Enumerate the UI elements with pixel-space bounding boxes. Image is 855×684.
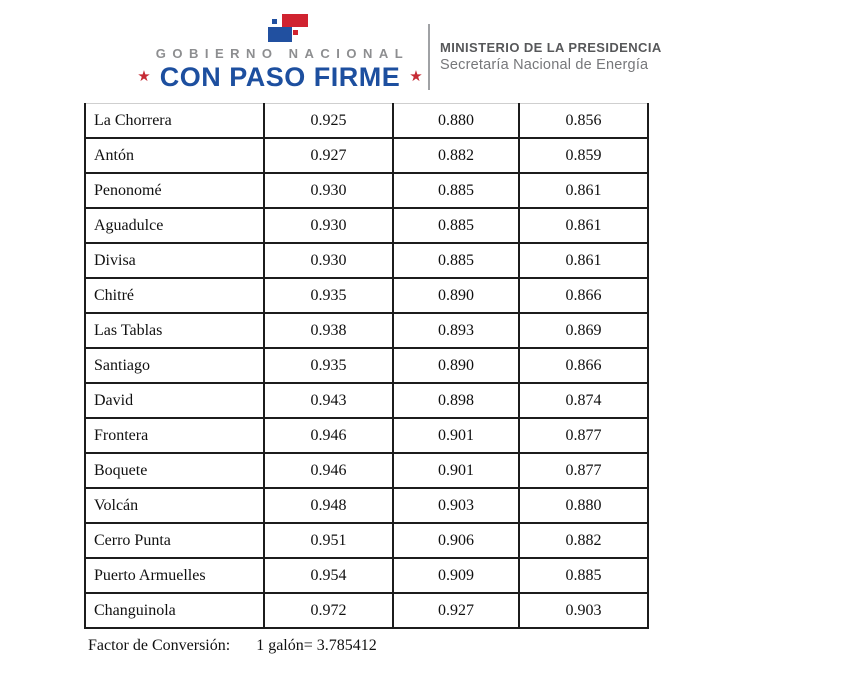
value-cell: 0.880 xyxy=(393,104,519,139)
brand-title: GOBIERNO NACIONAL xyxy=(155,46,410,61)
conversion-footer xyxy=(88,637,377,655)
value-cell: 0.906 xyxy=(393,523,519,558)
value-cell: 0.901 xyxy=(393,418,519,453)
value-cell: 0.874 xyxy=(519,383,648,418)
table-row xyxy=(85,208,648,243)
value-cell: 0.925 xyxy=(264,104,393,139)
value-cell: 0.898 xyxy=(393,383,519,418)
city-cell: Chitré xyxy=(85,278,264,313)
value-cell: 0.901 xyxy=(393,453,519,488)
table-row xyxy=(85,593,648,628)
table-row xyxy=(85,104,648,139)
city-cell: La Chorrera xyxy=(85,104,264,139)
table-row xyxy=(85,418,648,453)
value-cell: 0.859 xyxy=(519,138,648,173)
table-row xyxy=(85,278,648,313)
table-row xyxy=(85,243,648,278)
value-cell: 0.890 xyxy=(393,278,519,313)
value-cell: 0.972 xyxy=(264,593,393,628)
city-cell: Boquete xyxy=(85,453,264,488)
value-cell: 0.943 xyxy=(264,383,393,418)
price-table xyxy=(84,103,649,629)
value-cell: 0.927 xyxy=(264,138,393,173)
price-table-body xyxy=(85,104,648,629)
value-cell: 0.930 xyxy=(264,208,393,243)
table-row xyxy=(85,453,648,488)
value-cell: 0.885 xyxy=(393,243,519,278)
value-cell: 0.935 xyxy=(264,278,393,313)
star-left-icon: ★ xyxy=(137,66,151,85)
value-cell: 0.869 xyxy=(519,313,648,348)
value-cell: 0.882 xyxy=(519,523,648,558)
conversion-value: 1 galón= 3.785412 xyxy=(256,637,377,654)
value-cell: 0.866 xyxy=(519,348,648,383)
header-divider xyxy=(428,24,430,90)
table-row xyxy=(85,488,648,523)
value-cell: 0.890 xyxy=(393,348,519,383)
flag-red-star-icon xyxy=(293,30,298,35)
flag-blue-star-icon xyxy=(272,19,277,24)
value-cell: 0.951 xyxy=(264,523,393,558)
flag-blue-rect-icon xyxy=(268,27,292,42)
star-right-icon: ★ xyxy=(409,66,423,85)
letterhead xyxy=(0,0,855,100)
brand-slogan: CON PASO FIRME xyxy=(159,62,401,92)
value-cell: 0.903 xyxy=(519,593,648,628)
table-row xyxy=(85,383,648,418)
conversion-label: Factor de Conversión: xyxy=(88,637,231,654)
value-cell: 0.946 xyxy=(264,418,393,453)
city-cell: Penonomé xyxy=(85,173,264,208)
city-cell: David xyxy=(85,383,264,418)
ministry-title: MINISTERIO DE LA PRESIDENCIA xyxy=(440,40,662,55)
value-cell: 0.948 xyxy=(264,488,393,523)
city-cell: Puerto Armuelles xyxy=(85,558,264,593)
brand-slogan-row xyxy=(130,62,430,93)
value-cell: 0.927 xyxy=(393,593,519,628)
value-cell: 0.880 xyxy=(519,488,648,523)
value-cell: 0.885 xyxy=(393,173,519,208)
value-cell: 0.903 xyxy=(393,488,519,523)
value-cell: 0.885 xyxy=(393,208,519,243)
table-row xyxy=(85,173,648,208)
value-cell: 0.938 xyxy=(264,313,393,348)
table-row xyxy=(85,558,648,593)
city-cell: Aguadulce xyxy=(85,208,264,243)
value-cell: 0.930 xyxy=(264,173,393,208)
panama-flag-icon xyxy=(266,12,312,44)
city-cell: Cerro Punta xyxy=(85,523,264,558)
value-cell: 0.893 xyxy=(393,313,519,348)
city-cell: Volcán xyxy=(85,488,264,523)
ministry-block xyxy=(440,40,662,73)
city-cell: Antón xyxy=(85,138,264,173)
value-cell: 0.861 xyxy=(519,208,648,243)
city-cell: Divisa xyxy=(85,243,264,278)
value-cell: 0.930 xyxy=(264,243,393,278)
city-cell: Las Tablas xyxy=(85,313,264,348)
ministry-subtitle: Secretaría Nacional de Energía xyxy=(440,57,649,73)
value-cell: 0.861 xyxy=(519,173,648,208)
value-cell: 0.909 xyxy=(393,558,519,593)
value-cell: 0.885 xyxy=(519,558,648,593)
table-row xyxy=(85,313,648,348)
value-cell: 0.877 xyxy=(519,418,648,453)
city-cell: Changuinola xyxy=(85,593,264,628)
value-cell: 0.856 xyxy=(519,104,648,139)
table-row xyxy=(85,138,648,173)
table-row xyxy=(85,348,648,383)
value-cell: 0.861 xyxy=(519,243,648,278)
city-cell: Frontera xyxy=(85,418,264,453)
value-cell: 0.866 xyxy=(519,278,648,313)
value-cell: 0.954 xyxy=(264,558,393,593)
table-row xyxy=(85,523,648,558)
value-cell: 0.946 xyxy=(264,453,393,488)
value-cell: 0.882 xyxy=(393,138,519,173)
city-cell: Santiago xyxy=(85,348,264,383)
flag-red-rect-icon xyxy=(282,14,308,27)
value-cell: 0.935 xyxy=(264,348,393,383)
value-cell: 0.877 xyxy=(519,453,648,488)
